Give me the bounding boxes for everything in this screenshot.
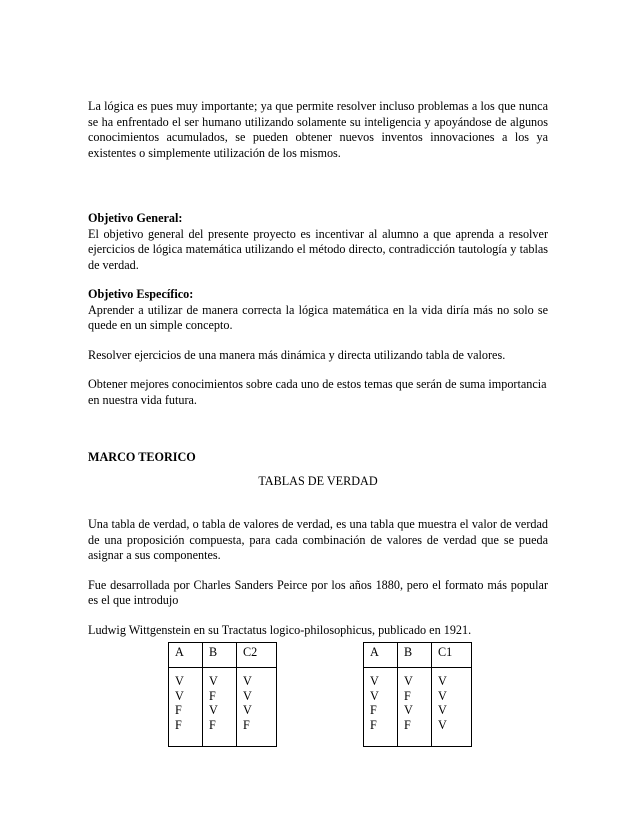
table-column-b: [203, 668, 237, 747]
wittgenstein-paragraph: Ludwig Wittgenstein en su Tractatus logico-philosophicus, publicado en 1921.: [88, 622, 472, 637]
objetivo-item-2: Resolver ejercicios de una manera más dinámica y directa utilizando tabla de valores.: [88, 347, 506, 362]
table-cell: V: [243, 674, 252, 688]
objetivo-item-3: Obtener mejores conocimientos sobre cada uno de estos temas que serán de suma importancia en nuestra vida futura.: [88, 377, 547, 407]
table-header-cell: A: [364, 643, 398, 668]
table-cell: F: [209, 688, 216, 703]
table-cell: F: [370, 703, 377, 717]
table-cell: F: [175, 703, 182, 717]
table-cell: V: [175, 674, 184, 688]
table-header-cell: C2: [237, 643, 277, 668]
table-cell: V: [438, 674, 447, 688]
objetivo-general-heading: Objetivo General:: [88, 211, 183, 225]
table-cell: F: [404, 688, 411, 703]
objetivo-especifico-heading: Objetivo Específico:: [88, 287, 194, 301]
table-cell: F: [404, 717, 411, 732]
tablas-de-verdad-subheading: TABLAS DE VERDAD: [258, 473, 378, 488]
document-body: [88, 99, 548, 638]
table-cell: V: [243, 703, 252, 717]
table-cell: F: [209, 717, 216, 732]
table-cell: V: [438, 703, 447, 717]
table-cell: V: [370, 674, 379, 688]
marco-teorico-heading: MARCO TEORICO: [88, 450, 196, 464]
table-cell: F: [175, 717, 182, 732]
table-header-cell: C1: [432, 643, 472, 668]
truth-table-c1: [363, 642, 472, 747]
table-cell: V: [243, 688, 252, 703]
table-cell: V: [209, 674, 218, 688]
table-cell: F: [243, 717, 250, 732]
objetivo-item-1: Aprender a utilizar de manera correcta la lógica matemática en la vida diría más no solo se quede en un simple concepto.: [88, 302, 548, 332]
table-column-c2: [237, 668, 277, 747]
table-cell: V: [438, 717, 447, 732]
objetivo-general-text: El objetivo general del presente proyecto es incentivar al alumno a que aprenda a resolver ejercicios de lógica matemática utilizando el método directo, contradicción tautología y tablas de verdad.: [88, 226, 548, 272]
table-cell: V: [209, 703, 218, 717]
table-column-b: [398, 668, 432, 747]
truth-table-c2: [168, 642, 277, 747]
intro-paragraph: La lógica es pues muy importante; ya que permite resolver incluso problemas a los que nunca se ha enfrentado el ser humano utilizando solamente su inteligencia y apoyándose de algunos conocimientos acumulados, se pueden obtener nuevos inventos innovaciones a los ya existentes o simplemente utilización de los mismos.: [88, 99, 548, 160]
tabla-verdad-definition: Una tabla de verdad, o tabla de valores de verdad, es una tabla que muestra el valor de verdad de una proposición compuesta, para cada combinación de valores de verdad que se pueda asignar a sus componentes.: [88, 517, 548, 562]
peirce-paragraph: Fue desarrollada por Charles Sanders Peirce por los años 1880, pero el formato más popular es el que introdujo: [88, 577, 548, 607]
table-column-a: [169, 668, 203, 747]
table-cell: V: [404, 674, 413, 688]
table-cell: V: [370, 688, 379, 703]
table-column-a: [364, 668, 398, 747]
table-cell: V: [175, 688, 184, 703]
table-header-cell: A: [169, 643, 203, 668]
truth-tables: [0, 642, 638, 752]
table-cell: V: [438, 688, 447, 703]
table-cell: F: [370, 717, 377, 732]
table-cell: V: [404, 703, 413, 717]
table-header-cell: B: [398, 643, 432, 668]
table-column-c1: [432, 668, 472, 747]
table-header-cell: B: [203, 643, 237, 668]
